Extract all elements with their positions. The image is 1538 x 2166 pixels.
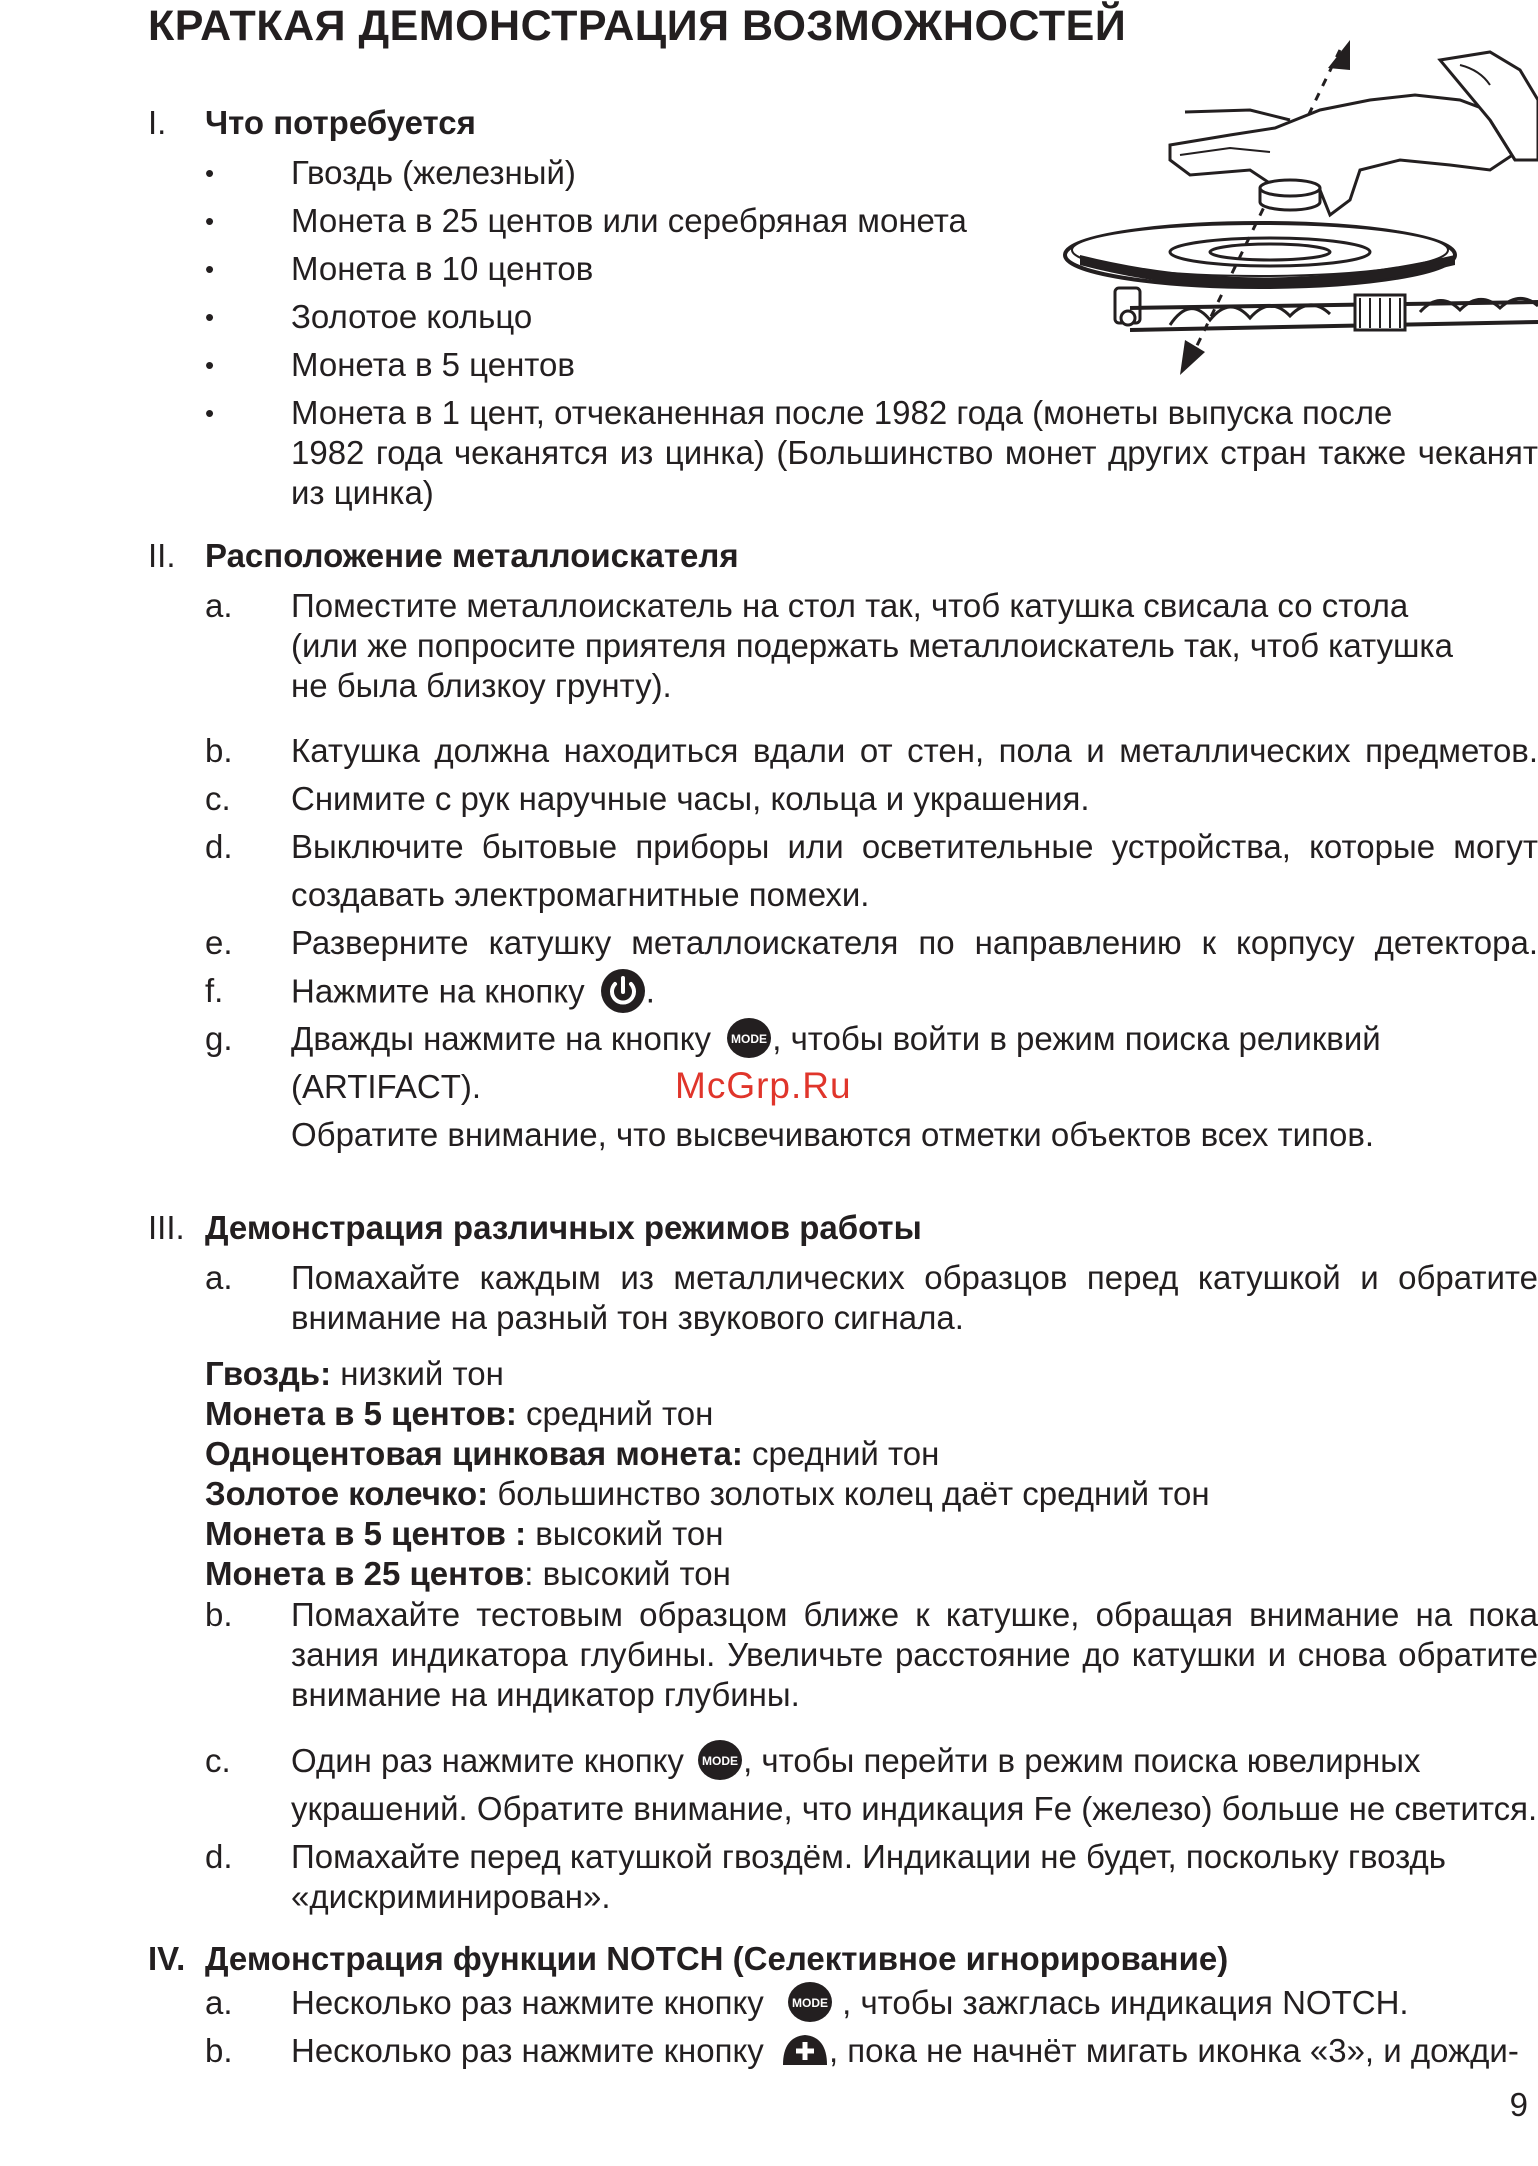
tone-line: Монета в 5 центов: средний тон bbox=[205, 1395, 714, 1432]
tone-line: Монета в 25 центов: высокий тон bbox=[205, 1555, 731, 1592]
page-number: 9 bbox=[1509, 2086, 1528, 2123]
mode-button-icon bbox=[697, 1739, 743, 1781]
section-title: Расположение металлоискателя bbox=[205, 537, 739, 574]
section-number: III. bbox=[148, 1209, 185, 1246]
page-title: КРАТКАЯ ДЕМОНСТРАЦИЯ ВОЗМОЖНОСТЕЙ bbox=[148, 2, 1127, 50]
section-title: Демонстрация функции NOTCH (Селективное игнорирование) bbox=[205, 1940, 1229, 1977]
mode-button-icon bbox=[787, 1981, 833, 2023]
tone-line: Золотое колечко: большинство золотых колец даёт средний тон bbox=[205, 1475, 1210, 1512]
section-title: Что потребуется bbox=[205, 104, 476, 141]
section-title: Демонстрация различных режимов работы bbox=[205, 1209, 922, 1246]
power-button-icon bbox=[600, 968, 646, 1014]
section-number: II. bbox=[148, 537, 176, 574]
mode-button-icon bbox=[726, 1017, 772, 1059]
section-number: I. bbox=[148, 104, 167, 141]
section-number: IV. bbox=[148, 1940, 186, 1977]
tone-line: Одноцентовая цинковая монета: средний тон bbox=[205, 1435, 940, 1472]
svg-text:MODE: MODE bbox=[791, 1996, 828, 2011]
svg-text:MODE: MODE bbox=[702, 1754, 739, 1769]
svg-text:MODE: MODE bbox=[731, 1032, 768, 1047]
tone-line: Монета в 5 центов : высокий тон bbox=[205, 1515, 724, 1552]
tone-line: Гвоздь: низкий тон bbox=[205, 1355, 504, 1392]
watermark: McGrp.Ru bbox=[675, 1065, 852, 1106]
plus-button-icon bbox=[781, 2033, 829, 2067]
